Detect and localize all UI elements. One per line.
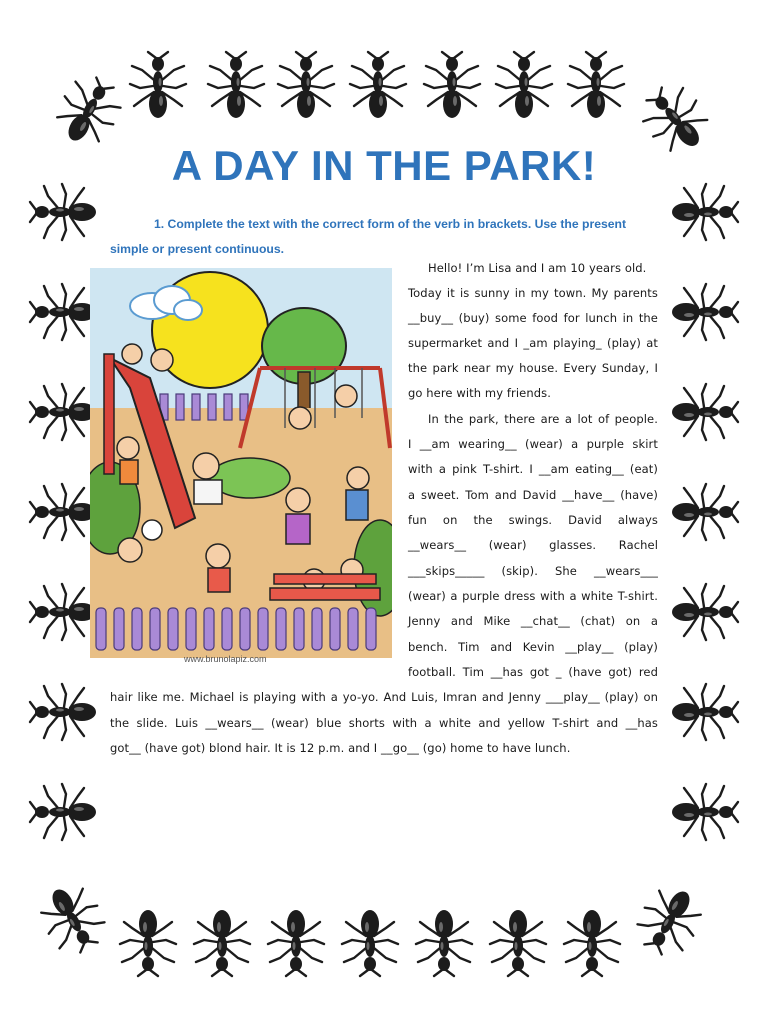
- text-line: (wear) a purple dress with a white T-shirt.: [408, 589, 658, 603]
- text-line: with a pink T-shirt. I __am eating__ (eat): [408, 462, 658, 476]
- ant-icon: [496, 52, 552, 118]
- ant-icon: [416, 910, 472, 976]
- instruction-text: 1. Complete the text with the correct form of the verb in brackets. Use the present simple or present continuous.: [110, 217, 627, 256]
- ant-icon: [120, 910, 176, 976]
- park-scene-illustration: [90, 268, 392, 668]
- text-line: got__ (have got) blond hair. It is 12 p.m. and I __go__ (go) home to have lunch.: [110, 741, 571, 755]
- ant-icon: [490, 910, 546, 976]
- ant-icon: [424, 52, 480, 118]
- text-line: hair like me. Michael is playing with a yo-yo. And Luis, Imran and Jenny ___play__ (play) on: [110, 690, 658, 704]
- ant-icon: [278, 52, 334, 118]
- ant-icon: [564, 910, 620, 976]
- ant-icon: [568, 52, 624, 118]
- text-line: bench. Tim and Kevin __play__ (play): [408, 640, 658, 654]
- ant-icon: [672, 584, 738, 640]
- ant-icon: [208, 52, 264, 118]
- ant-icon: [194, 910, 250, 976]
- text-line: __buy__ (buy) some food for lunch in the: [408, 311, 658, 325]
- ant-icon: [48, 69, 129, 154]
- ant-icon: [672, 684, 738, 740]
- ant-icon: [672, 384, 738, 440]
- worksheet-title: A DAY IN THE PARK!: [171, 142, 597, 189]
- ant-icon: [130, 52, 186, 118]
- ant-icon: [30, 784, 96, 840]
- ant-icon: [30, 684, 96, 740]
- text-line: In the park, there are a lot of people.: [428, 412, 658, 426]
- text-line: Today it is sunny in my town. My parents: [408, 286, 658, 300]
- image-credit: www.brunolapiz.com: [184, 654, 267, 664]
- text-line: I __am wearing__ (wear) a purple skirt: [408, 437, 658, 451]
- ant-icon: [32, 876, 113, 961]
- text-line: ___skips_____ (skip). She __wears___: [408, 564, 658, 578]
- text-line: Hello! I’m Lisa and I am 10 years old.: [428, 261, 647, 275]
- text-line: go here with my friends.: [408, 386, 551, 400]
- ant-icon: [672, 484, 738, 540]
- text-line: fun on the swings. David always: [408, 513, 658, 527]
- ant-icon: [30, 484, 96, 540]
- text-line: the park near my house. Every Sunday, I: [408, 361, 658, 375]
- text-line: supermarket and I _am playing_ (play) at: [408, 336, 658, 350]
- text-line: a sweet. Tom and David __have__ (have): [408, 488, 658, 502]
- ant-icon: [30, 284, 96, 340]
- ant-icon: [350, 52, 406, 118]
- text-line: Jenny and Mike __chat__ (chat) on a: [408, 614, 658, 628]
- ant-icon: [30, 384, 96, 440]
- text-line: football. Tim __has got _ (have got) red: [408, 665, 658, 679]
- text-line: the slide. Luis __wears__ (wear) blue shorts with a white and yellow T-shirt and __has: [110, 716, 658, 730]
- ant-icon: [672, 784, 738, 840]
- ant-icon: [629, 878, 710, 963]
- ant-icon: [672, 284, 738, 340]
- ant-icon: [342, 910, 398, 976]
- ant-icon: [672, 184, 738, 240]
- ant-icon: [268, 910, 324, 976]
- text-line: __wears__ (wear) glasses. Rachel: [408, 538, 658, 552]
- ant-icon: [30, 584, 96, 640]
- ant-icon: [30, 184, 96, 240]
